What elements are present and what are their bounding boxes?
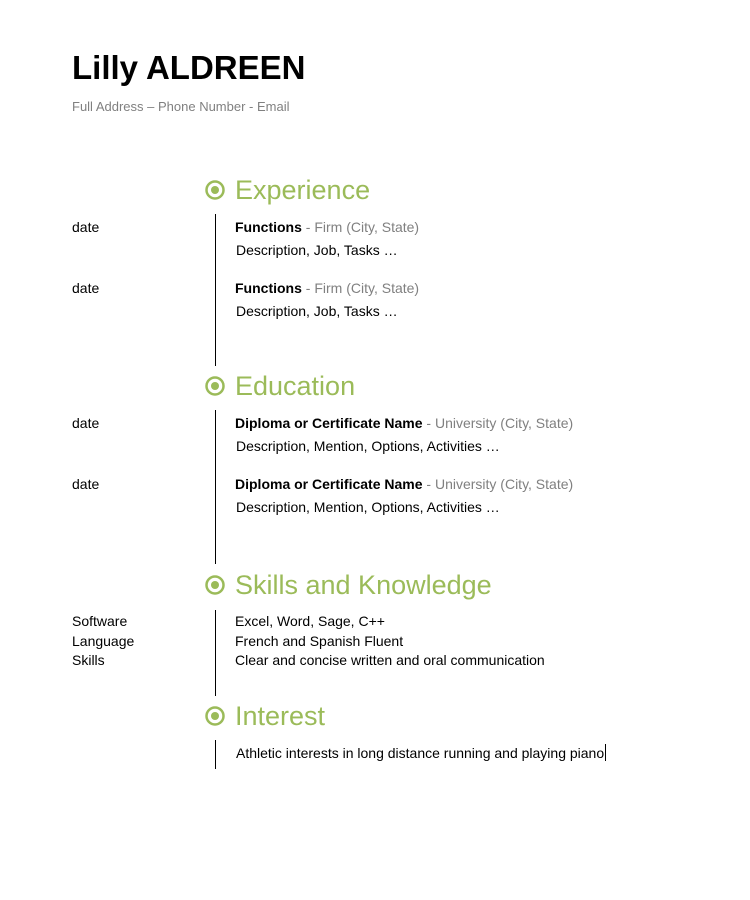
entry-subtitle: University (City, State) [434,415,574,431]
timeline-divider [215,214,216,366]
section-title: Interest [235,701,326,731]
skill-label: Skills [72,652,105,668]
entry-separator: - [422,415,435,431]
target-bullet-icon [205,706,225,726]
skills-heading [205,569,492,601]
target-bullet-icon [205,575,225,595]
entry-description: Description, Mention, Options, Activities … [236,499,500,515]
entry-subtitle: Firm (City, State) [314,219,420,235]
timeline-divider [215,410,216,564]
experience-heading [205,174,370,206]
entry-subtitle: University (City, State) [434,476,574,492]
entry-date: date [72,476,100,492]
skill-label: Language [72,633,135,649]
entry-description: Description, Job, Tasks … [236,242,398,258]
section-title: Experience [235,175,371,205]
skill-label: Software [72,613,128,629]
skill-value: Excel, Word, Sage, C++ [235,613,385,629]
entry-description: Description, Mention, Options, Activities … [236,438,500,454]
entry-date: date [72,280,100,296]
entry-separator: - [301,219,315,235]
interest-text-line[interactable] [236,744,606,762]
entry-date: date [72,415,100,431]
resume-name: Lilly ALDREEN [72,49,306,86]
target-bullet-icon [205,376,225,396]
entry-description: Description, Job, Tasks … [236,303,398,319]
timeline-divider [215,610,216,696]
skill-value: Clear and concise written and oral communication [235,652,545,668]
entry-title-line [235,218,419,236]
target-bullet-icon [205,180,225,200]
entry-subtitle: Firm (City, State) [314,280,420,296]
entry-title: Functions [235,280,302,296]
entry-title: Diploma or Certificate Name [235,476,423,492]
entry-title: Diploma or Certificate Name [235,415,423,431]
contact-line: Full Address – Phone Number - Email [72,99,290,114]
entry-separator: - [301,280,315,296]
interest-text[interactable]: Athletic interests in long distance running and playing piano [236,745,605,761]
interest-heading [205,700,325,732]
timeline-divider [215,740,216,769]
entry-title-line [235,279,419,297]
entry-title-line [235,475,573,493]
entry-title-line [235,414,573,432]
entry-title: Functions [235,219,302,235]
section-title: Education [235,371,356,401]
entry-separator: - [422,476,435,492]
entry-date: date [72,219,100,235]
skill-value: French and Spanish Fluent [235,633,404,649]
education-heading [205,370,355,402]
section-title: Skills and Knowledge [235,570,492,600]
text-cursor [605,744,606,761]
